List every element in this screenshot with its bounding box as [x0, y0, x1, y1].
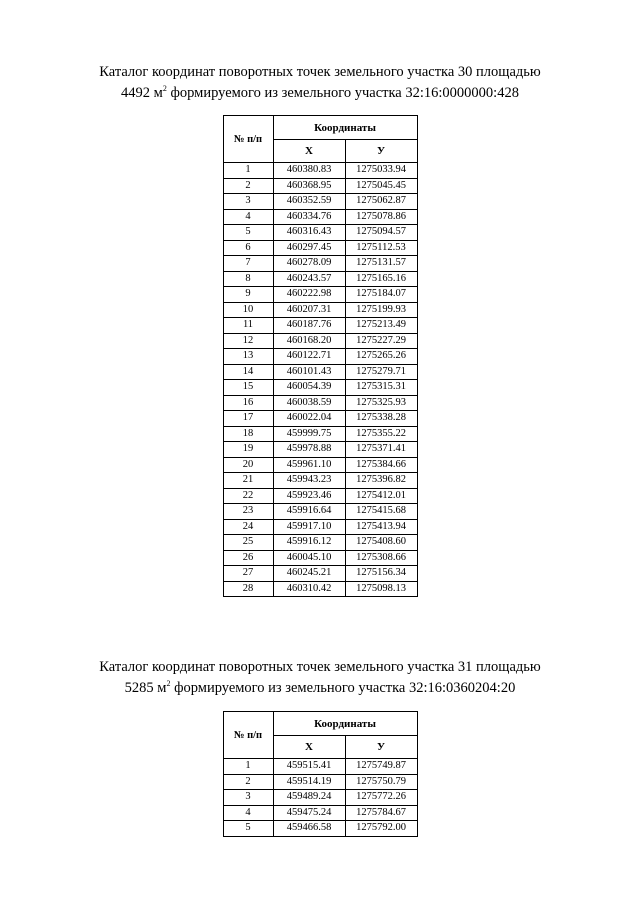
y-coordinate-cell: 1275792.00 [345, 821, 417, 837]
y-coordinate-cell: 1275396.82 [345, 473, 417, 489]
coordinates-table [223, 115, 418, 597]
table-row [223, 426, 417, 442]
table-row [223, 178, 417, 194]
y-coordinate-cell: 1275749.87 [345, 759, 417, 775]
table-row [223, 411, 417, 427]
x-coordinate-cell: 460245.21 [273, 566, 345, 582]
point-number-cell: 16 [223, 395, 273, 411]
point-number-cell: 5 [223, 821, 273, 837]
point-number-cell: 21 [223, 473, 273, 489]
point-number-cell: 9 [223, 287, 273, 303]
x-coordinate-cell: 459917.10 [273, 519, 345, 535]
point-number-cell: 28 [223, 581, 273, 597]
catalog-title [0, 657, 640, 699]
x-coordinate-cell: 460297.45 [273, 240, 345, 256]
area-unit-exponent: 2 [162, 84, 167, 93]
x-coordinate-cell: 460278.09 [273, 256, 345, 272]
table-row [223, 442, 417, 458]
table-row [223, 504, 417, 520]
point-number-cell: 1 [223, 163, 273, 179]
x-coordinate-cell: 459978.88 [273, 442, 345, 458]
header-y: У [345, 140, 417, 163]
table-row [223, 287, 417, 303]
title-line-1: Каталог координат поворотных точек земельного участка 30 площадью [99, 64, 541, 80]
header-point-number: № п/п [223, 712, 273, 759]
table-row [223, 240, 417, 256]
y-coordinate-cell: 1275265.26 [345, 349, 417, 365]
y-coordinate-cell: 1275078.86 [345, 209, 417, 225]
table-row [223, 302, 417, 318]
table-row [223, 457, 417, 473]
y-coordinate-cell: 1275415.68 [345, 504, 417, 520]
header-point-number: № п/п [223, 116, 273, 163]
table-row [223, 364, 417, 380]
title-line-1: Каталог координат поворотных точек земельного участка 31 площадью [99, 659, 541, 675]
x-coordinate-cell: 460222.98 [273, 287, 345, 303]
y-coordinate-cell: 1275338.28 [345, 411, 417, 427]
point-number-cell: 13 [223, 349, 273, 365]
x-coordinate-cell: 459943.23 [273, 473, 345, 489]
point-number-cell: 2 [223, 178, 273, 194]
y-coordinate-cell: 1275045.45 [345, 178, 417, 194]
x-coordinate-cell: 460243.57 [273, 271, 345, 287]
x-coordinate-cell: 460022.04 [273, 411, 345, 427]
point-number-cell: 19 [223, 442, 273, 458]
point-number-cell: 22 [223, 488, 273, 504]
header-coordinates: Координаты [273, 712, 417, 736]
table-row [223, 395, 417, 411]
header-coordinates: Координаты [273, 116, 417, 140]
x-coordinate-cell: 460038.59 [273, 395, 345, 411]
point-number-cell: 4 [223, 209, 273, 225]
x-coordinate-cell: 460352.59 [273, 194, 345, 210]
x-coordinate-cell: 459999.75 [273, 426, 345, 442]
x-coordinate-cell: 460045.10 [273, 550, 345, 566]
y-coordinate-cell: 1275772.26 [345, 790, 417, 806]
point-number-cell: 14 [223, 364, 273, 380]
catalog-section-31 [0, 657, 640, 837]
point-number-cell: 2 [223, 774, 273, 790]
y-coordinate-cell: 1275408.60 [345, 535, 417, 551]
point-number-cell: 17 [223, 411, 273, 427]
point-number-cell: 25 [223, 535, 273, 551]
area-unit-exponent: 2 [166, 679, 171, 688]
point-number-cell: 12 [223, 333, 273, 349]
point-number-cell: 27 [223, 566, 273, 582]
table-row [223, 225, 417, 241]
x-coordinate-cell: 460101.43 [273, 364, 345, 380]
table-row [223, 821, 417, 837]
point-number-cell: 7 [223, 256, 273, 272]
table-row [223, 566, 417, 582]
table-row [223, 473, 417, 489]
y-coordinate-cell: 1275213.49 [345, 318, 417, 334]
y-coordinate-cell: 1275033.94 [345, 163, 417, 179]
table-row [223, 759, 417, 775]
x-coordinate-cell: 460380.83 [273, 163, 345, 179]
y-coordinate-cell: 1275750.79 [345, 774, 417, 790]
area-value: 4492 м [121, 85, 163, 101]
y-coordinate-cell: 1275098.13 [345, 581, 417, 597]
x-coordinate-cell: 459916.12 [273, 535, 345, 551]
y-coordinate-cell: 1275279.71 [345, 364, 417, 380]
y-coordinate-cell: 1275199.93 [345, 302, 417, 318]
x-coordinate-cell: 460122.71 [273, 349, 345, 365]
table-row [223, 256, 417, 272]
point-number-cell: 11 [223, 318, 273, 334]
x-coordinate-cell: 459961.10 [273, 457, 345, 473]
x-coordinate-cell: 459489.24 [273, 790, 345, 806]
y-coordinate-cell: 1275112.53 [345, 240, 417, 256]
table-row [223, 318, 417, 334]
table-row [223, 488, 417, 504]
y-coordinate-cell: 1275165.16 [345, 271, 417, 287]
table-row [223, 194, 417, 210]
x-coordinate-cell: 459475.24 [273, 805, 345, 821]
point-number-cell: 3 [223, 194, 273, 210]
x-coordinate-cell: 459466.58 [273, 821, 345, 837]
table-row [223, 774, 417, 790]
table-row [223, 349, 417, 365]
point-number-cell: 18 [223, 426, 273, 442]
area-value: 5285 м [124, 680, 167, 696]
y-coordinate-cell: 1275227.29 [345, 333, 417, 349]
x-coordinate-cell: 460187.76 [273, 318, 345, 334]
x-coordinate-cell: 460316.43 [273, 225, 345, 241]
point-number-cell: 1 [223, 759, 273, 775]
header-y: У [345, 736, 417, 759]
table-row [223, 519, 417, 535]
point-number-cell: 24 [223, 519, 273, 535]
y-coordinate-cell: 1275784.67 [345, 805, 417, 821]
x-coordinate-cell: 460368.95 [273, 178, 345, 194]
point-number-cell: 3 [223, 790, 273, 806]
header-x: Х [273, 140, 345, 163]
y-coordinate-cell: 1275315.31 [345, 380, 417, 396]
table-row [223, 163, 417, 179]
point-number-cell: 8 [223, 271, 273, 287]
point-number-cell: 26 [223, 550, 273, 566]
x-coordinate-cell: 459916.64 [273, 504, 345, 520]
catalog-title [0, 62, 640, 104]
x-coordinate-cell: 460310.42 [273, 581, 345, 597]
point-number-cell: 6 [223, 240, 273, 256]
y-coordinate-cell: 1275131.57 [345, 256, 417, 272]
header-x: Х [273, 736, 345, 759]
y-coordinate-cell: 1275184.07 [345, 287, 417, 303]
table-row [223, 535, 417, 551]
point-number-cell: 5 [223, 225, 273, 241]
point-number-cell: 23 [223, 504, 273, 520]
y-coordinate-cell: 1275413.94 [345, 519, 417, 535]
table-row [223, 790, 417, 806]
y-coordinate-cell: 1275371.41 [345, 442, 417, 458]
x-coordinate-cell: 459923.46 [273, 488, 345, 504]
x-coordinate-cell: 460054.39 [273, 380, 345, 396]
catalog-section-30 [0, 62, 640, 597]
y-coordinate-cell: 1275384.66 [345, 457, 417, 473]
y-coordinate-cell: 1275062.87 [345, 194, 417, 210]
y-coordinate-cell: 1275325.93 [345, 395, 417, 411]
y-coordinate-cell: 1275308.66 [345, 550, 417, 566]
x-coordinate-cell: 459514.19 [273, 774, 345, 790]
x-coordinate-cell: 459515.41 [273, 759, 345, 775]
table-row [223, 581, 417, 597]
coordinates-table [223, 711, 418, 837]
table-row [223, 209, 417, 225]
y-coordinate-cell: 1275156.34 [345, 566, 417, 582]
y-coordinate-cell: 1275412.01 [345, 488, 417, 504]
point-number-cell: 20 [223, 457, 273, 473]
x-coordinate-cell: 460334.76 [273, 209, 345, 225]
x-coordinate-cell: 460207.31 [273, 302, 345, 318]
y-coordinate-cell: 1275094.57 [345, 225, 417, 241]
table-row [223, 271, 417, 287]
table-row [223, 380, 417, 396]
point-number-cell: 4 [223, 805, 273, 821]
title-line-2: формируемого из земельного участка 32:16:0360204:20 [170, 680, 516, 696]
y-coordinate-cell: 1275355.22 [345, 426, 417, 442]
x-coordinate-cell: 460168.20 [273, 333, 345, 349]
point-number-cell: 10 [223, 302, 273, 318]
table-row [223, 805, 417, 821]
coordinates-table-body [223, 759, 417, 837]
point-number-cell: 15 [223, 380, 273, 396]
coordinates-table-body [223, 163, 417, 597]
table-row [223, 550, 417, 566]
table-row [223, 333, 417, 349]
title-line-2: формируемого из земельного участка 32:16:0000000:428 [166, 85, 519, 101]
